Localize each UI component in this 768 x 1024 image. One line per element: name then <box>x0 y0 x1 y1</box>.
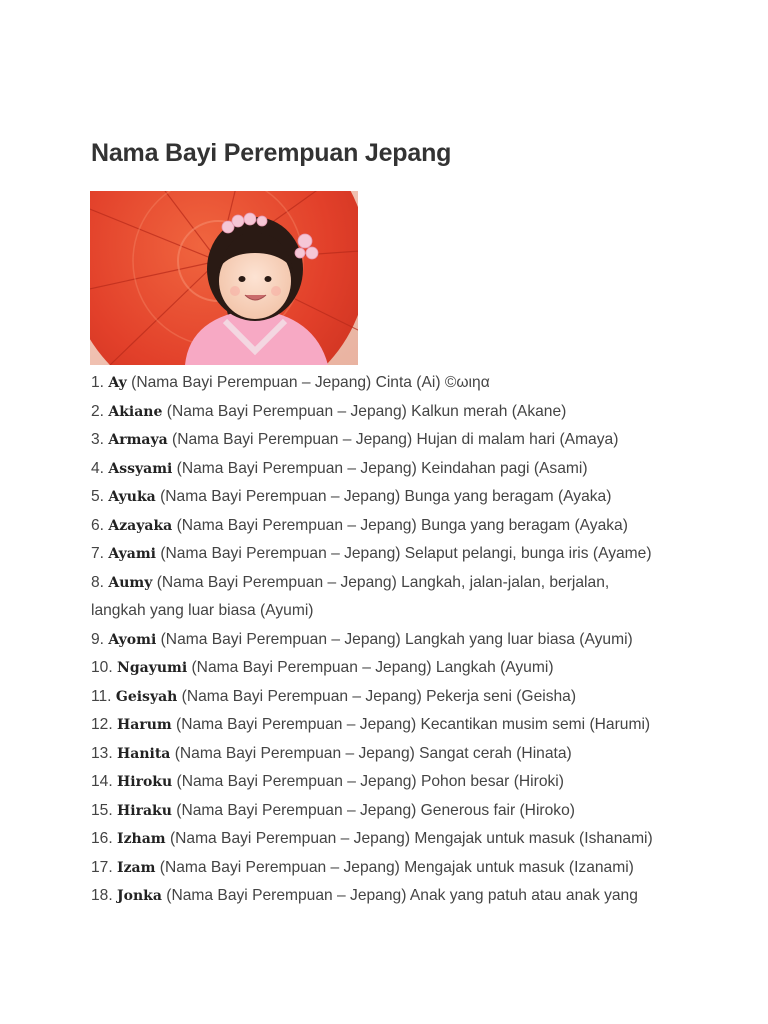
baby-name: Akiane <box>108 403 163 420</box>
name-description: (Nama Bayi Perempuan – Jepang) Langkah, jalan-jalan, berjalan, <box>156 573 610 591</box>
name-description: (Nama Bayi Perempuan – Jepang) Kecantikan musim semi (Harumi) <box>176 716 651 733</box>
item-number: 5. <box>91 488 105 505</box>
baby-name: Hiraku <box>117 802 172 819</box>
list-item <box>91 711 691 740</box>
name-description: (Nama Bayi Perempuan – Jepang) Sangat cerah (Hinata) <box>174 744 572 762</box>
baby-name: Ngayumi <box>117 660 188 676</box>
item-number: 12. <box>91 716 113 733</box>
list-item <box>91 654 691 683</box>
name-description: (Nama Bayi Perempuan – Jepang) Bunga yang beragam (Ayaka) <box>160 488 612 505</box>
baby-name: Azayaka <box>108 517 173 534</box>
name-description: (Nama Bayi Perempuan – Jepang) Generous fair (Hiroko) <box>176 801 575 819</box>
item-number: 1. <box>91 374 105 391</box>
item-number: 18. <box>91 887 113 904</box>
name-description: (Nama Bayi Perempuan – Jepang) Hujan di malam hari (Amaya) <box>172 431 619 448</box>
baby-name-list <box>91 369 691 911</box>
baby-name: Ayomi <box>108 631 157 648</box>
list-item <box>91 683 691 712</box>
name-description: (Nama Bayi Perempuan – Jepang) Mengajak untuk masuk (Izanami) <box>159 858 634 876</box>
name-description: (Nama Bayi Perempuan – Jepang) Selaput pelangi, bunga iris (Ayame) <box>160 545 652 562</box>
name-description: (Nama Bayi Perempuan – Jepang) Bunga yang beragam (Ayaka) <box>176 516 628 534</box>
list-item <box>91 825 691 854</box>
list-item <box>91 797 691 826</box>
name-description-continued: langkah yang luar biasa (Ayumi) <box>91 602 314 619</box>
baby-name: Harum <box>117 717 172 733</box>
girl-with-red-umbrella-photo <box>90 191 358 365</box>
list-item <box>91 398 691 427</box>
baby-name: Armaya <box>108 432 168 448</box>
baby-name: Hanita <box>117 745 171 762</box>
item-number: 14. <box>91 773 113 790</box>
baby-name: Ayuka <box>108 489 156 505</box>
item-number: 2. <box>91 402 105 420</box>
name-description: (Nama Bayi Perempuan – Jepang) Langkah (Ayumi) <box>191 659 554 676</box>
list-item <box>91 512 691 541</box>
item-number: 3. <box>91 431 105 448</box>
baby-name: Aumy <box>108 574 153 591</box>
list-item <box>91 740 691 769</box>
list-item <box>91 854 691 883</box>
item-number: 16. <box>91 830 113 847</box>
list-item <box>91 768 691 797</box>
item-number: 4. <box>91 459 105 477</box>
list-item <box>91 369 691 398</box>
page-title: Nama Bayi Perempuan Jepang <box>91 139 452 167</box>
baby-name: Geisyah <box>115 688 178 705</box>
item-number: 17. <box>91 858 113 876</box>
item-number: 9. <box>91 630 105 648</box>
name-description: (Nama Bayi Perempuan – Jepang) Kalkun merah (Akane) <box>166 402 567 420</box>
baby-name: Ay <box>108 375 127 391</box>
list-item <box>91 626 691 655</box>
baby-name: Hiroku <box>117 774 173 790</box>
item-number: 8. <box>91 573 105 591</box>
baby-name: Izham <box>117 831 166 847</box>
list-item <box>91 455 691 484</box>
item-number: 13. <box>91 744 113 762</box>
item-number: 6. <box>91 516 105 534</box>
item-number: 10. <box>91 659 113 676</box>
name-description: (Nama Bayi Perempuan – Jepang) Mengajak untuk masuk (Ishanami) <box>169 830 653 847</box>
name-description: (Nama Bayi Perempuan – Jepang) Anak yang patuh atau anak yang <box>166 887 638 904</box>
name-description: (Nama Bayi Perempuan – Jepang) Cinta (Ai) ©ωιηα <box>131 374 490 391</box>
list-item <box>91 483 691 512</box>
item-number: 11. <box>91 687 112 705</box>
name-description: (Nama Bayi Perempuan – Jepang) Pohon besar (Hiroki) <box>176 773 564 790</box>
baby-name: Izam <box>117 859 156 876</box>
baby-name: Ayami <box>108 546 156 562</box>
list-item <box>91 540 691 569</box>
list-item <box>91 426 691 455</box>
name-description: (Nama Bayi Perempuan – Jepang) Pekerja seni (Geisha) <box>181 687 577 705</box>
name-description: (Nama Bayi Perempuan – Jepang) Langkah yang luar biasa (Ayumi) <box>160 630 633 648</box>
list-item <box>91 569 691 598</box>
baby-name: Jonka <box>117 888 162 904</box>
baby-name: Assyami <box>108 460 173 477</box>
name-description: (Nama Bayi Perempuan – Jepang) Keindahan pagi (Asami) <box>176 459 588 477</box>
list-item-continuation <box>91 597 691 626</box>
item-number: 7. <box>91 545 105 562</box>
item-number: 15. <box>91 801 113 819</box>
list-item <box>91 882 691 911</box>
